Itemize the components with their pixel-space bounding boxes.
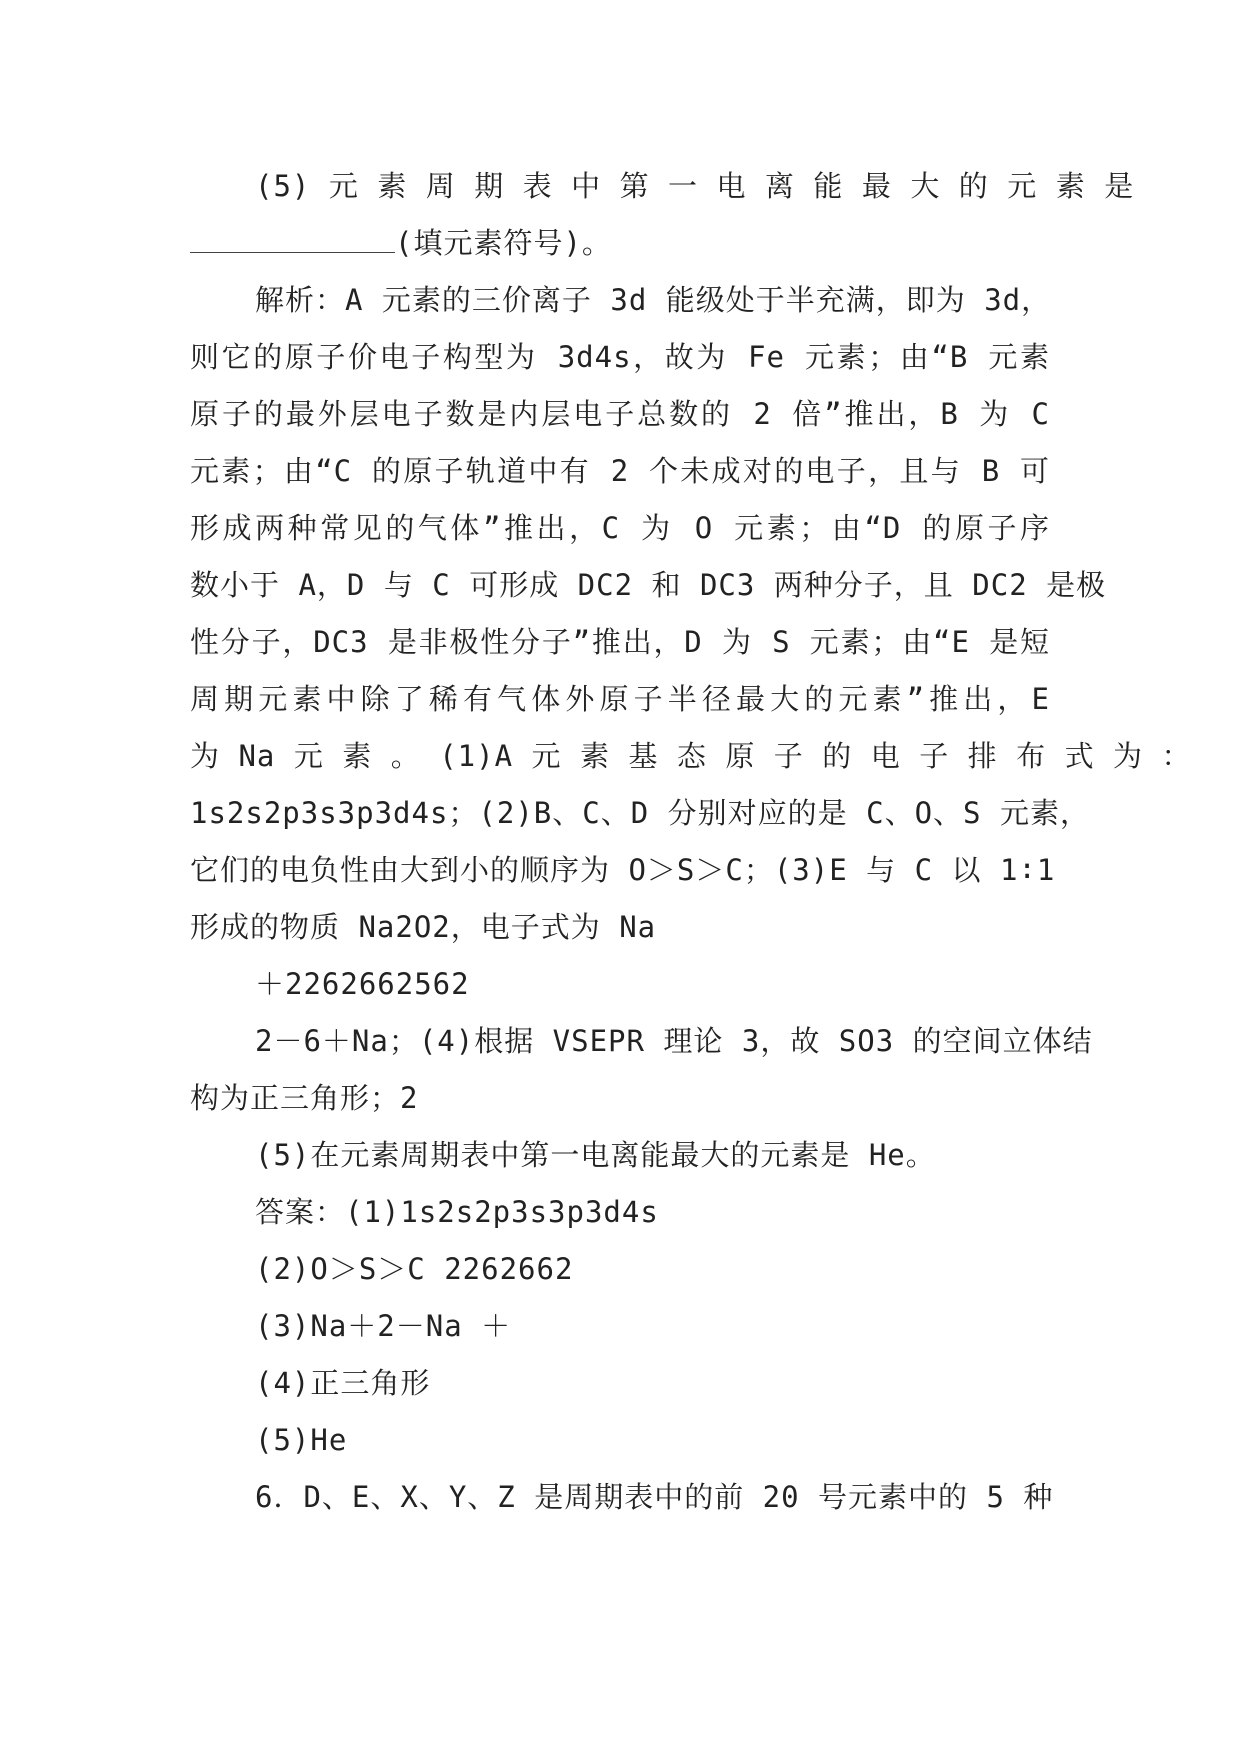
analysis-line-5: 形成两种常见的气体”推出，C 为 O 元素；由“D 的原子序 bbox=[190, 511, 1050, 545]
analysis-line-6: 数小于 A，D 与 C 可形成 DC2 和 DC3 两种分子，且 DC2 是极 bbox=[190, 568, 1107, 602]
answer-blank-line bbox=[190, 223, 1050, 263]
analysis-line-9: 为 Na 元 素 。 (1)A 元 素 基 态 原 子 的 电 子 排 布 式 为 ： bbox=[190, 739, 1192, 773]
answer-blank[interactable] bbox=[190, 226, 395, 253]
answer-5: (5)He bbox=[255, 1423, 348, 1457]
answer-3: (3)Na＋2－Na ＋ bbox=[255, 1309, 512, 1343]
electron-formula-line-1: ＋2262662562 bbox=[255, 967, 470, 1001]
analysis-line-14: (5)在元素周期表中第一电离能最大的元素是 He。 bbox=[255, 1138, 936, 1172]
blank-hint: (填元素符号)。 bbox=[395, 226, 612, 260]
analysis-line-8: 周期元素中除了稀有气体外原子半径最大的元素”推出，E bbox=[190, 682, 1050, 716]
analysis-line-3: 原子的最外层电子数是内层电子总数的 2 倍”推出，B 为 C bbox=[190, 397, 1050, 431]
analysis-line-4: 元素；由“C 的原子轨道中有 2 个未成对的电子，且与 B 可 bbox=[190, 454, 1050, 488]
analysis-line-13: 构为正三角形；2 bbox=[190, 1081, 419, 1115]
analysis-line-11: 它们的电负性由大到小的顺序为 O＞S＞C；(3)E 与 C 以 1∶1 bbox=[190, 853, 1056, 887]
question-5-text: (5) 元 素 周 期 表 中 第 一 电 离 能 最 大 的 元 素 是 bbox=[255, 169, 1135, 203]
analysis-line-10: 1s2s2p3s3p3d4s；(2)B、C、D 分别对应的是 C、O、S 元素， bbox=[190, 796, 1090, 830]
answer-2: (2)O＞S＞C 2262662 bbox=[255, 1252, 574, 1286]
question-6-start: 6．D、E、X、Y、Z 是周期表中的前 20 号元素中的 5 种 bbox=[255, 1480, 1054, 1514]
analysis-line-2: 则它的原子价电子构型为 3d4s，故为 Fe 元素；由“B 元素 bbox=[190, 340, 1050, 374]
analysis-line-1: 解析：A 元素的三价离子 3d 能级处于半充满，即为 3d， bbox=[255, 283, 1052, 317]
electron-formula-line-2: 2－6＋Na；(4)根据 VSEPR 理论 3，故 SO3 的空间立体结 bbox=[255, 1024, 1093, 1058]
analysis-line-12: 形成的物质 Na2O2，电子式为 Na bbox=[190, 910, 657, 944]
answer-1: 答案：(1)1s2s2p3s3p3d4s bbox=[255, 1195, 659, 1229]
answer-4: (4)正三角形 bbox=[255, 1366, 431, 1400]
analysis-line-7: 性分子，DC3 是非极性分子”推出，D 为 S 元素；由“E 是短 bbox=[190, 625, 1050, 659]
